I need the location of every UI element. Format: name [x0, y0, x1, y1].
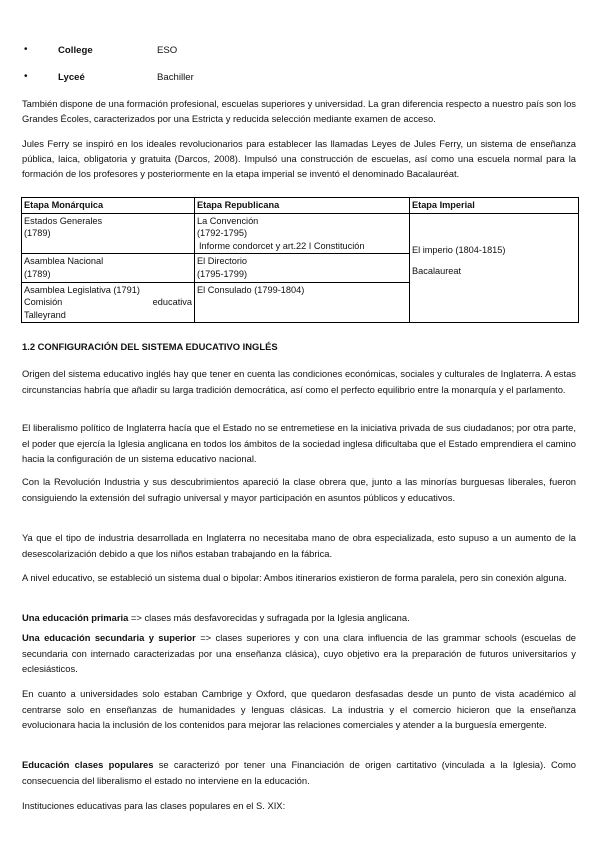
table-cell: [22, 282, 195, 323]
paragraph-formacion: También dispone de una formación profesional, escuelas superiores y universidad. La gran diferencia respecto a nuestro país son los Grandes Écoles, caracterizados por una Estricta y reducida selección mediante examen de acceso.: [22, 98, 576, 124]
table-cell: [22, 254, 195, 282]
paragraph-text: => clases más desfavorecidas y sufragada por la Iglesia anglicana.: [128, 612, 410, 623]
cell-line: (1792-1795): [197, 228, 248, 239]
bold-term: Educación clases populares: [22, 759, 154, 770]
cell-line: Asamblea Nacional: [24, 256, 104, 267]
cell-word: Comisión: [24, 297, 63, 308]
history-table: [21, 197, 579, 323]
cell-line: (1789): [24, 228, 51, 239]
table-header-cell: Etapa Imperial: [410, 198, 579, 214]
table-cell: [195, 254, 410, 282]
cell-line: (1789): [24, 268, 51, 279]
cell-line: El imperio (1804-1815): [412, 245, 506, 256]
paragraph-jules-ferry: Jules Ferry se inspiró en los ideales revolucionarios para establecer las llamadas Leyes de Jules Ferry, un sistema de enseñanza pública, laica, obligatoria y gratuita (Darcos, 2008). Impulsó una construcción de escuelas, así como una escuela normal para la formación de los profesores y posteriormente en la etapa imperial se inventó el denominado Bacalauréat.: [22, 138, 576, 179]
table-header-cell: Etapa Monárquica: [22, 198, 195, 214]
paragraph-primaria: [22, 610, 576, 626]
paragraph-secundaria: [22, 630, 576, 677]
paragraph-populares: [22, 757, 576, 788]
paragraph-text: => clases superiores y con una clara influencia de las grammar schools (escuelas de secundaria con internado caracterizadas por una enseñanza clásica), cuyo objetivo era la preparación de futuros universitarios y eclesiásticos.: [22, 632, 576, 674]
bullet-label: College: [58, 45, 93, 56]
bullet-value: ESO: [157, 45, 178, 56]
cell-line: (1795-1799): [197, 268, 248, 279]
bullet-label: Lyceé: [58, 72, 85, 83]
bold-term: Una educación primaria: [22, 612, 129, 623]
cell-line: El Consulado (1799-1804): [197, 284, 305, 295]
paragraph-text: se caracterizó por tener una Financiación de origen cartitativo (vinculada a la Iglesia). Como consecuencia del liberalismo el estado no interviene en la educación.: [22, 759, 577, 786]
cell-line: Estados Generales: [24, 215, 103, 226]
cell-line: Informe condorcet y art.22 I Constitución: [199, 240, 365, 251]
cell-line: Bacalaureat: [412, 265, 462, 276]
paragraph-origen: Origen del sistema educativo inglés hay que tener en cuenta las condiciones económicas, sociales y culturales de Inglaterra. A estas circunstancias habría que añadir su larga tradición democrática, así como el perfecto equilibrio entre la monarquía y el parlamento.: [22, 368, 576, 395]
cell-line: [24, 296, 192, 309]
paragraph-revolucion: Con la Revolución Industria y sus descubrimientos apareció la clase obrera que, junto a las minorías burguesas liberales, fueron consiguiendo la extensión del sufragio universal y mayor participación en asuntos públicos y educativos.: [22, 476, 576, 503]
table-header-cell: Etapa Republicana: [195, 198, 410, 214]
cell-line: Asamblea Legislativa (1791): [24, 284, 140, 295]
table-cell-imperial: [410, 213, 579, 323]
table-cell: [22, 213, 195, 254]
cell-line: La Convención: [197, 215, 259, 226]
cell-word: educativa: [152, 297, 192, 308]
table-cell: [195, 213, 410, 254]
bold-term: Una educación secundaria y superior: [22, 632, 196, 643]
section-heading: 1.2 CONFIGURACIÓN DEL SISTEMA EDUCATIVO INGLÉS: [22, 341, 278, 352]
paragraph-nivel: A nivel educativo, se estableció un sistema dual o bipolar: Ambos itinerarios existieron de forma paralela, pero sin conexión alguna.: [22, 572, 567, 583]
table-row: [22, 213, 579, 254]
paragraph-liberalismo: El liberalismo político de Inglaterra hacía que el Estado no se entremetiese en la iniciativa privada de sus ciudadanos; por otra parte, el poder que ejercía la Iglesia anglicana en todos los ámbitos de la sociedad inglesa dificultaba que el Estado emprendiera el camino hacia la configuración de un sistema educativo nacional.: [22, 422, 576, 464]
cell-line: El Directorio: [197, 256, 248, 267]
cell-line: Talleyrand: [24, 309, 66, 320]
table-header-row: [22, 198, 579, 214]
paragraph-industria: Ya que el tipo de industria desarrollada en Inglaterra no necesitaba mano de obra especializada, esto supuso a un aumento de la desescolarización debido a que los niños estaban trabajando en la fábrica.: [22, 532, 576, 559]
table-cell: [195, 282, 410, 323]
bullet-value: Bachiller: [157, 72, 194, 83]
paragraph-universidades: En cuanto a universidades solo estaban Cambrige y Oxford, que quedaron desfasadas desde un punto de vista académico al centrarse solo en enseñanzas de humanidades y lenguas clásicas. La industria y el comercio hicieron que la enseñanza evolucionara hacia la inclusión de los contenidos para mejorar las relaciones comerciales y atender a la burguesía emergente.: [22, 688, 576, 730]
paragraph-instituciones: Instituciones educativas para las clases populares en el S. XIX:: [22, 800, 286, 811]
bullet-icon: •: [24, 71, 28, 82]
bullet-icon: •: [24, 44, 28, 55]
